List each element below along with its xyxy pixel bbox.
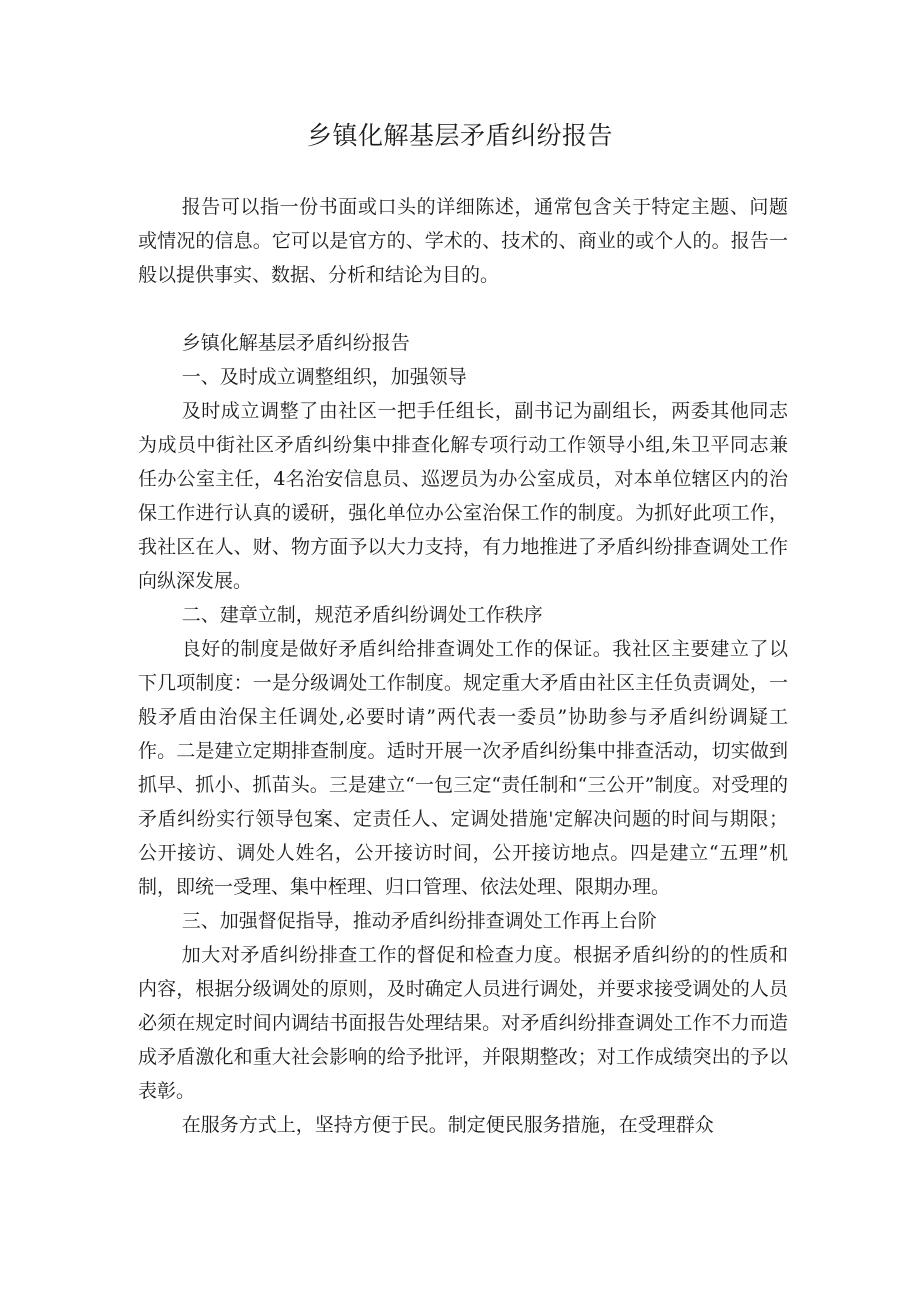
report-heading: 乡镇化解基层矛盾纠纷报告 xyxy=(181,332,410,354)
body-paragraph: 良好的制度是做好矛盾纠给排查调处工作的保证。我社区主要建立了以下几项制度：一是分级调处工作制度。规定重大矛盾由社区主任负责调处，一般矛盾由治保主任调处,必要时请”两代表一委员”协助参与矛盾纠纷调疑工作。二是建立定期排查制度。适时开展一次矛盾纠纷集中排查活动，切实做到抓早、抓小、抓苗头。三是建立“一包三定“责任制和“三公开”制度。对受理的矛盾纠纷实行领导包案、定责任人、定调处措施'定解决问题的时间与期限；公开接访、调处人姓名，公开接访时间，公开接访地点。四是建立“五理”机制，即统一受理、集中桎理、归口管理、依法处理、限期办理。 xyxy=(138,638,788,898)
section-heading-1: 一、及时成立调整组织，加强领导 xyxy=(181,366,467,388)
body-paragraph: 在服务方式上，坚持方便于民。制定便民服务措施，在受理群众 xyxy=(181,1114,714,1136)
section-heading-3: 三、加强督促指导，推动矛盾纠纷排查调处工作再上台阶 xyxy=(181,910,657,932)
document-body xyxy=(138,326,788,1142)
document-title: 乡镇化解基层矛盾纠纷报告 xyxy=(306,121,613,150)
body-paragraph: 及时成立调整了由社区一把手任组长，副书记为副组长，两委其他同志为成员中街社区矛盾纠纷集中排查化解专项行动工作领导小组,朱卫平同志兼任办公室主任，4名治安信息员、巡逻员为办公室成员，对本单位辖区内的治保工作进行认真的谖研，强化单位办公室治保工作的制度。为抓好此项工作，我社区在人、财、物方面予以大力支持，有力地推进了矛盾纠纷排查调处工作向纵深发展。 xyxy=(138,400,788,592)
section-heading-2: 二、建章立制，规范矛盾纠纷调处工作秩序 xyxy=(181,604,543,626)
intro-paragraph: 报告可以指一份书面或口头的详细陈述，通常包含关于特定主题、问题或情况的信息。它可以是官方的、学术的、技术的、商业的或个人的。报告一般以提供事实、数据、分析和结论为目的。 xyxy=(138,196,788,286)
body-paragraph: 加大对矛盾纠纷排查工作的督促和检查力度。根据矛盾纠纷的的性质和内容，根据分级调处的原则，及时确定人员进行调处，并要求接受调处的人员必须在规定时间内调结书面报告处理结果。对矛盾纠纷排查调处工作不力而造成矛盾激化和重大社会影响的给予批评，并限期整改；对工作成绩突出的予以表彰。 xyxy=(138,944,788,1102)
